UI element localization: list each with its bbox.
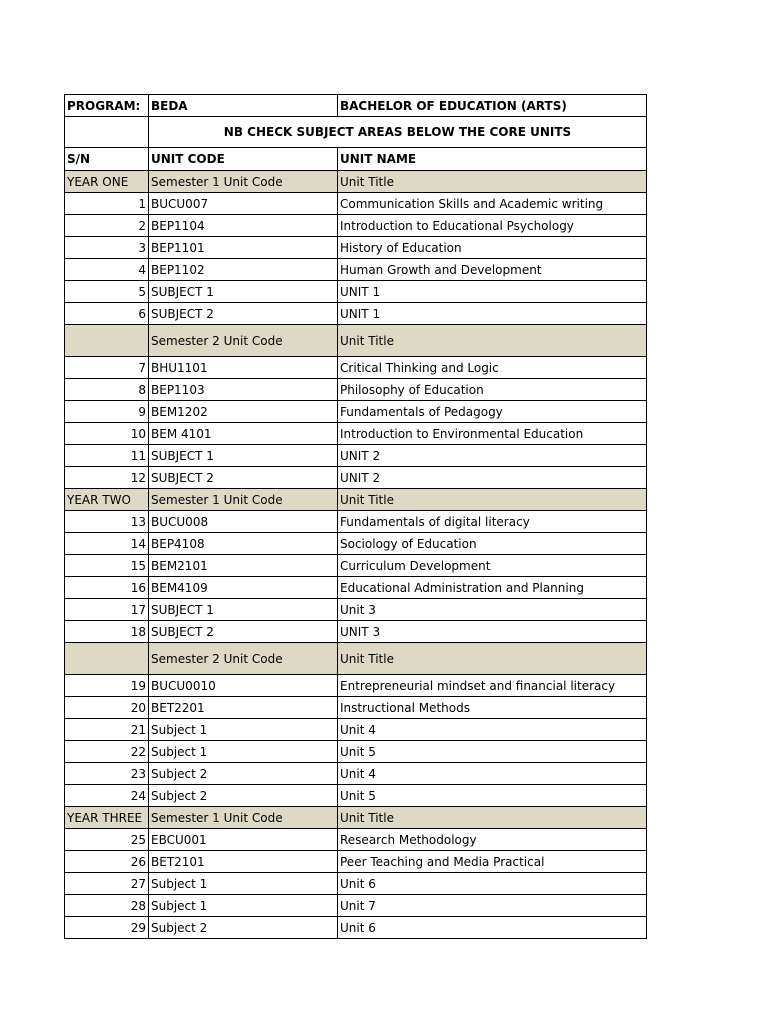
table-row [64, 917, 647, 939]
unit-name-cell[interactable]: UNIT 3 [337, 621, 647, 642]
header-sn[interactable]: S/N [64, 148, 148, 170]
sn-cell[interactable] [64, 325, 148, 356]
sn-cell[interactable]: 14 [64, 533, 148, 554]
unit-name-cell[interactable]: Unit Title [337, 643, 647, 674]
note-blank-cell[interactable] [64, 117, 148, 147]
table-row [64, 511, 647, 533]
sn-cell[interactable]: YEAR ONE [64, 171, 148, 192]
unit-code-cell[interactable]: BEP1104 [148, 215, 337, 236]
table-row [64, 719, 647, 741]
section-row [64, 643, 647, 675]
sn-cell[interactable]: 9 [64, 401, 148, 422]
table-row [64, 445, 647, 467]
sn-cell[interactable]: 8 [64, 379, 148, 400]
sn-cell[interactable]: 24 [64, 785, 148, 806]
sn-cell[interactable]: 3 [64, 237, 148, 258]
unit-name-cell[interactable]: Educational Administration and Planning [337, 577, 647, 598]
unit-name-cell[interactable]: Unit Title [337, 325, 647, 356]
unit-code-cell[interactable]: BUCU008 [148, 511, 337, 532]
unit-code-cell[interactable]: BEP1103 [148, 379, 337, 400]
unit-code-cell[interactable]: Subject 1 [148, 741, 337, 762]
unit-code-cell[interactable]: Semester 2 Unit Code [148, 325, 337, 356]
unit-code-cell[interactable]: BHU1101 [148, 357, 337, 378]
unit-code-cell[interactable]: Subject 2 [148, 785, 337, 806]
unit-name-cell[interactable]: Fundamentals of digital literacy [337, 511, 647, 532]
sn-cell[interactable]: 20 [64, 697, 148, 718]
unit-code-cell[interactable]: Semester 1 Unit Code [148, 489, 337, 510]
spreadsheet-table [64, 94, 647, 939]
unit-code-cell[interactable]: BEM 4101 [148, 423, 337, 444]
sn-cell[interactable]: 2 [64, 215, 148, 236]
sn-cell[interactable]: 5 [64, 281, 148, 302]
unit-code-cell[interactable]: BEM4109 [148, 577, 337, 598]
table-row [64, 763, 647, 785]
table-row [64, 215, 647, 237]
unit-code-cell[interactable]: EBCU001 [148, 829, 337, 850]
unit-code-cell[interactable]: BET2201 [148, 697, 337, 718]
sn-cell[interactable]: YEAR THREE [64, 807, 148, 828]
unit-name-cell[interactable]: UNIT 1 [337, 303, 647, 324]
unit-name-cell[interactable]: Sociology of Education [337, 533, 647, 554]
unit-name-cell[interactable]: Unit 3 [337, 599, 647, 620]
unit-code-cell[interactable]: Subject 1 [148, 719, 337, 740]
section-row [64, 325, 647, 357]
unit-name-cell[interactable]: Unit 6 [337, 917, 647, 938]
unit-name-cell[interactable]: Fundamentals of Pedagogy [337, 401, 647, 422]
unit-name-cell[interactable]: Instructional Methods [337, 697, 647, 718]
note-row [64, 117, 647, 148]
program-row [64, 94, 647, 117]
sn-cell[interactable]: 27 [64, 873, 148, 894]
unit-code-cell[interactable]: BEP1102 [148, 259, 337, 280]
unit-name-cell[interactable]: Unit 4 [337, 763, 647, 784]
sn-cell[interactable]: 15 [64, 555, 148, 576]
unit-name-cell[interactable]: Unit Title [337, 807, 647, 828]
table-row [64, 555, 647, 577]
header-unit-code[interactable]: UNIT CODE [148, 148, 337, 170]
table-row [64, 785, 647, 807]
table-row [64, 697, 647, 719]
table-row [64, 259, 647, 281]
unit-name-cell[interactable]: Research Methodology [337, 829, 647, 850]
unit-code-cell[interactable]: BEP1101 [148, 237, 337, 258]
unit-code-cell[interactable]: Semester 2 Unit Code [148, 643, 337, 674]
sn-cell[interactable]: 25 [64, 829, 148, 850]
unit-name-cell[interactable]: Human Growth and Development [337, 259, 647, 280]
sn-cell[interactable]: 12 [64, 467, 148, 488]
program-name[interactable]: BACHELOR OF EDUCATION (ARTS) [337, 95, 647, 116]
unit-name-cell[interactable]: Communication Skills and Academic writing [337, 193, 647, 214]
unit-name-cell[interactable]: Philosophy of Education [337, 379, 647, 400]
sn-cell[interactable]: YEAR TWO [64, 489, 148, 510]
table-row [64, 599, 647, 621]
unit-code-cell[interactable]: SUBJECT 1 [148, 445, 337, 466]
table-row [64, 303, 647, 325]
unit-name-cell[interactable]: Introduction to Environmental Education [337, 423, 647, 444]
unit-name-cell[interactable]: UNIT 1 [337, 281, 647, 302]
table-row [64, 423, 647, 445]
sn-cell[interactable] [64, 643, 148, 674]
unit-code-cell[interactable]: BEP4108 [148, 533, 337, 554]
sn-cell[interactable]: 11 [64, 445, 148, 466]
sn-cell[interactable]: 10 [64, 423, 148, 444]
sn-cell[interactable]: 13 [64, 511, 148, 532]
unit-code-cell[interactable]: BEM2101 [148, 555, 337, 576]
table-row [64, 829, 647, 851]
unit-code-cell[interactable]: Semester 1 Unit Code [148, 171, 337, 192]
unit-code-cell[interactable]: Subject 1 [148, 895, 337, 916]
program-code[interactable]: BEDA [148, 95, 337, 116]
unit-name-cell[interactable]: Entrepreneurial mindset and financial literacy [337, 675, 647, 696]
sn-cell[interactable]: 18 [64, 621, 148, 642]
table-row [64, 401, 647, 423]
sn-cell[interactable]: 28 [64, 895, 148, 916]
unit-code-cell[interactable]: Semester 1 Unit Code [148, 807, 337, 828]
sn-cell[interactable]: 16 [64, 577, 148, 598]
unit-code-cell[interactable]: BET2101 [148, 851, 337, 872]
unit-name-cell[interactable]: UNIT 2 [337, 467, 647, 488]
note-cell[interactable]: NB CHECK SUBJECT AREAS BELOW THE CORE UNITS [148, 117, 647, 147]
sn-cell[interactable]: 26 [64, 851, 148, 872]
unit-name-cell[interactable]: Unit 7 [337, 895, 647, 916]
unit-code-cell[interactable]: BUCU0010 [148, 675, 337, 696]
table-row [64, 357, 647, 379]
unit-name-cell[interactable]: Curriculum Development [337, 555, 647, 576]
unit-name-cell[interactable]: Unit Title [337, 489, 647, 510]
table-row [64, 895, 647, 917]
unit-name-cell[interactable]: Unit Title [337, 171, 647, 192]
section-row [64, 489, 647, 511]
table-row [64, 193, 647, 215]
sn-cell[interactable]: 6 [64, 303, 148, 324]
table-row [64, 379, 647, 401]
table-row [64, 621, 647, 643]
unit-name-cell[interactable]: Critical Thinking and Logic [337, 357, 647, 378]
header-unit-name[interactable]: UNIT NAME [337, 148, 647, 170]
unit-name-cell[interactable]: Unit 5 [337, 741, 647, 762]
sn-cell[interactable]: 19 [64, 675, 148, 696]
unit-code-cell[interactable]: BUCU007 [148, 193, 337, 214]
sn-cell[interactable]: 22 [64, 741, 148, 762]
table-body [64, 171, 647, 939]
unit-code-cell[interactable]: Subject 1 [148, 873, 337, 894]
table-row [64, 873, 647, 895]
unit-code-cell[interactable]: Subject 2 [148, 763, 337, 784]
unit-name-cell[interactable]: Unit 4 [337, 719, 647, 740]
section-row [64, 171, 647, 193]
sn-cell[interactable]: 1 [64, 193, 148, 214]
sn-cell[interactable]: 4 [64, 259, 148, 280]
unit-name-cell[interactable]: Unit 5 [337, 785, 647, 806]
sn-cell[interactable]: 21 [64, 719, 148, 740]
sn-cell[interactable]: 17 [64, 599, 148, 620]
table-row [64, 675, 647, 697]
unit-code-cell[interactable]: SUBJECT 1 [148, 599, 337, 620]
unit-code-cell[interactable]: SUBJECT 1 [148, 281, 337, 302]
unit-name-cell[interactable]: Unit 6 [337, 873, 647, 894]
unit-code-cell[interactable]: SUBJECT 2 [148, 621, 337, 642]
unit-code-cell[interactable]: BEM1202 [148, 401, 337, 422]
table-row [64, 741, 647, 763]
table-row [64, 577, 647, 599]
table-row [64, 851, 647, 873]
table-row [64, 281, 647, 303]
column-header-row [64, 148, 647, 171]
unit-code-cell[interactable]: SUBJECT 2 [148, 467, 337, 488]
unit-code-cell[interactable]: Subject 2 [148, 917, 337, 938]
table-row [64, 533, 647, 555]
table-row [64, 237, 647, 259]
sn-cell[interactable]: 29 [64, 917, 148, 938]
unit-name-cell[interactable]: Introduction to Educational Psychology [337, 215, 647, 236]
unit-name-cell[interactable]: Peer Teaching and Media Practical [337, 851, 647, 872]
sn-cell[interactable]: 7 [64, 357, 148, 378]
program-label[interactable]: PROGRAM: [64, 95, 148, 116]
sn-cell[interactable]: 23 [64, 763, 148, 784]
unit-name-cell[interactable]: History of Education [337, 237, 647, 258]
section-row [64, 807, 647, 829]
unit-name-cell[interactable]: UNIT 2 [337, 445, 647, 466]
unit-code-cell[interactable]: SUBJECT 2 [148, 303, 337, 324]
table-row [64, 467, 647, 489]
